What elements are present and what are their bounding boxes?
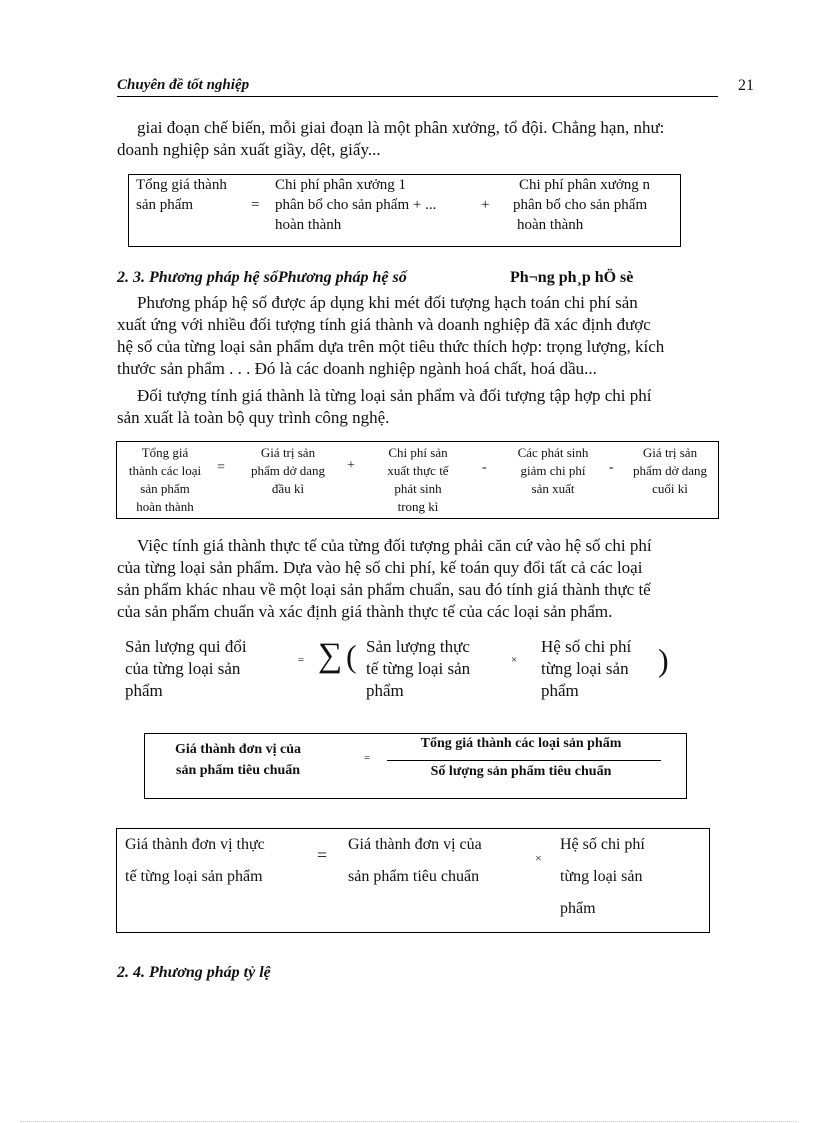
f2-actual-cost — [367, 444, 469, 516]
para3-line-4: của sản phẩm chuẩn và xác định giá thành thực tế của các loại sản phẩm. — [117, 602, 613, 621]
f4-equals: = — [364, 752, 371, 764]
f3-left-paren: ( — [346, 638, 357, 674]
page-number: 21 — [738, 77, 754, 94]
formula-box-4 — [144, 733, 687, 799]
formula-box-1 — [128, 174, 681, 247]
section-2-3-heading: 2. 3. Phương pháp hệ sốPhương pháp hệ số — [117, 269, 407, 286]
f4-fraction-bar — [387, 760, 661, 761]
intro-line-1: giai đoạn chế biến, mỗi giai đoạn là một phân xưởng, tổ đội. Chẳng hạn, như: — [137, 118, 665, 137]
formula-box-5 — [116, 828, 710, 933]
f2-minus-1: - — [482, 460, 487, 475]
f1-equals: = — [251, 197, 260, 213]
f5-times: × — [535, 851, 542, 865]
f4-left-line-2: sản phẩm tiêu chuẩn — [176, 763, 301, 778]
f5-mid-line-2: sản phẩm tiêu chuẩn — [348, 868, 480, 885]
sigma-icon: ∑ — [318, 637, 343, 674]
f2-c4-line-3: sản xuất — [531, 481, 575, 496]
f2-minus-2: - — [609, 460, 614, 475]
f2-c2-line-2: phẩm dở dang — [250, 463, 326, 478]
s23-p1-line-3: hệ số của từng loại sản phẩm dựa trên một tiêu thức thích hợp: trọng lượng, kích — [117, 337, 665, 356]
f1-term2-line-2: phân bổ cho sản phẩm — [513, 197, 648, 213]
f5-equals: = — [317, 845, 328, 865]
f2-c3-line-3: phát sinh — [394, 481, 442, 496]
formula-box-2 — [116, 441, 719, 519]
f3-cost-coefficient — [541, 636, 631, 702]
f2-c5-line-2: phẩm dở dang — [632, 463, 708, 478]
f5-mid-line-1: Giá thành đơn vị của — [348, 836, 482, 853]
f2-c4-line-1: Các phát sinh — [517, 445, 589, 460]
f1-term1-line-1: Chi phí phân xưởng 1 — [275, 177, 407, 193]
s23-p2-line-2: sản xuất là toàn bộ quy trình công nghệ. — [117, 408, 390, 427]
footer-divider — [20, 1121, 796, 1122]
f4-denominator: Số lượng sản phẩm tiêu chuẩn — [430, 764, 612, 779]
f5-right-line-3: phẩm — [560, 900, 596, 917]
f1-left-line-1: Tổng giá thành — [136, 177, 227, 193]
section-2-4-heading: 2. 4. Phương pháp tỷ lệ — [117, 964, 271, 981]
f5-right-line-2: từng loại sản — [560, 868, 643, 885]
f2-c5-line-1: Giá trị sản — [642, 445, 698, 460]
s23-p1-line-4: thước sản phẩm . . . Đó là các doanh nghiệp ngành hoá chất, hoá dầu... — [117, 359, 597, 378]
f5-left-line-2: tế từng loại sản phẩm — [125, 868, 263, 885]
f2-c3-line-4: trong kì — [397, 499, 439, 514]
f3-mid-line-1: Sản lượng thực — [366, 637, 470, 656]
f3-right-line-3: phẩm — [541, 681, 579, 700]
f3-converted-output — [125, 636, 247, 702]
header-title: Chuyên đề tốt nghiệp — [117, 77, 250, 93]
f2-opening-wip — [235, 444, 341, 498]
f3-right-paren: ) — [658, 642, 669, 678]
f1-left-line-2: sản phẩm — [136, 197, 194, 213]
f4-numerator: Tổng giá thành các loại sản phẩm — [420, 736, 622, 751]
f1-term1-line-3: hoàn thành — [275, 217, 342, 233]
f2-c1-line-4: hoàn thành — [136, 499, 194, 514]
f3-left-line-1: Sản lượng qui đổi — [125, 637, 247, 656]
section-2-3-heading-garbled: Ph¬ng ph¸p hÖ sè — [510, 269, 634, 286]
f1-plus: + — [481, 197, 490, 213]
f2-closing-wip — [620, 444, 720, 498]
f3-right-line-2: từng loại sản — [541, 659, 629, 678]
para3-line-3: sản phẩm khác nhau về một loại sản phẩm chuẩn, sau đó tính giá thành thực tế — [117, 580, 651, 599]
f2-cost-reductions — [493, 444, 613, 498]
f2-c1-line-2: thành các loại — [128, 463, 202, 478]
f1-term2-line-1: Chi phí phân xưởng n — [519, 177, 651, 193]
f3-left-line-3: phẩm — [125, 681, 163, 700]
f5-right-line-1: Hệ số chi phí — [560, 836, 645, 853]
f2-c2-line-1: Giá trị sản — [260, 445, 316, 460]
f3-mid-line-2: tế từng loại sản — [366, 659, 471, 678]
f2-c3-line-2: xuất thực tế — [387, 463, 449, 478]
f3-times: × — [511, 654, 518, 666]
f2-c2-line-3: đầu kì — [271, 481, 305, 496]
f2-c1-line-3: sản phẩm — [140, 481, 190, 496]
f2-equals: = — [217, 460, 225, 475]
f3-equals: = — [298, 654, 305, 666]
f1-term1-line-2: phân bổ cho sản phẩm + ... — [275, 197, 437, 213]
f2-c5-line-3: cuối kì — [652, 481, 688, 496]
f2-c4-line-2: giảm chi phí — [520, 463, 586, 478]
f2-c1-line-1: Tổng giá — [141, 445, 189, 460]
s23-p1-line-1: Phương pháp hệ số được áp dụng khi mét đối tượng hạch toán chi phí sản — [137, 293, 638, 312]
f2-total-cost — [117, 444, 213, 516]
f5-left-line-1: Giá thành đơn vị thực — [125, 836, 265, 853]
f1-term2-line-3: hoàn thành — [517, 217, 584, 233]
f3-right-line-1: Hệ số chi phí — [541, 637, 632, 656]
header-rule — [117, 96, 718, 97]
f2-plus: + — [347, 458, 355, 473]
intro-line-2: doanh nghiệp sản xuất giầy, dệt, giấy... — [117, 140, 381, 159]
para3-line-1: Việc tính giá thành thực tế của từng đối tượng phải căn cứ vào hệ số chi phí — [137, 536, 652, 555]
f3-left-line-2: của từng loại sản — [125, 659, 241, 678]
s23-p2-line-1: Đối tượng tính giá thành là từng loại sản phẩm và đối tượng tập hợp chi phí — [137, 386, 652, 405]
f4-left-line-1: Giá thành đơn vị của — [175, 742, 302, 757]
f3-mid-line-3: phẩm — [366, 681, 404, 700]
f3-actual-output — [366, 636, 470, 702]
f2-c3-line-1: Chi phí sản — [388, 445, 448, 460]
s23-p1-line-2: xuất ứng với nhiều đối tượng tính giá thành và doanh nghiệp đã xác định được — [117, 315, 651, 334]
para3-line-2: của từng loại sản phẩm. Dựa vào hệ số chi phí, kế toán quy đổi tất cả các loại — [117, 558, 643, 577]
